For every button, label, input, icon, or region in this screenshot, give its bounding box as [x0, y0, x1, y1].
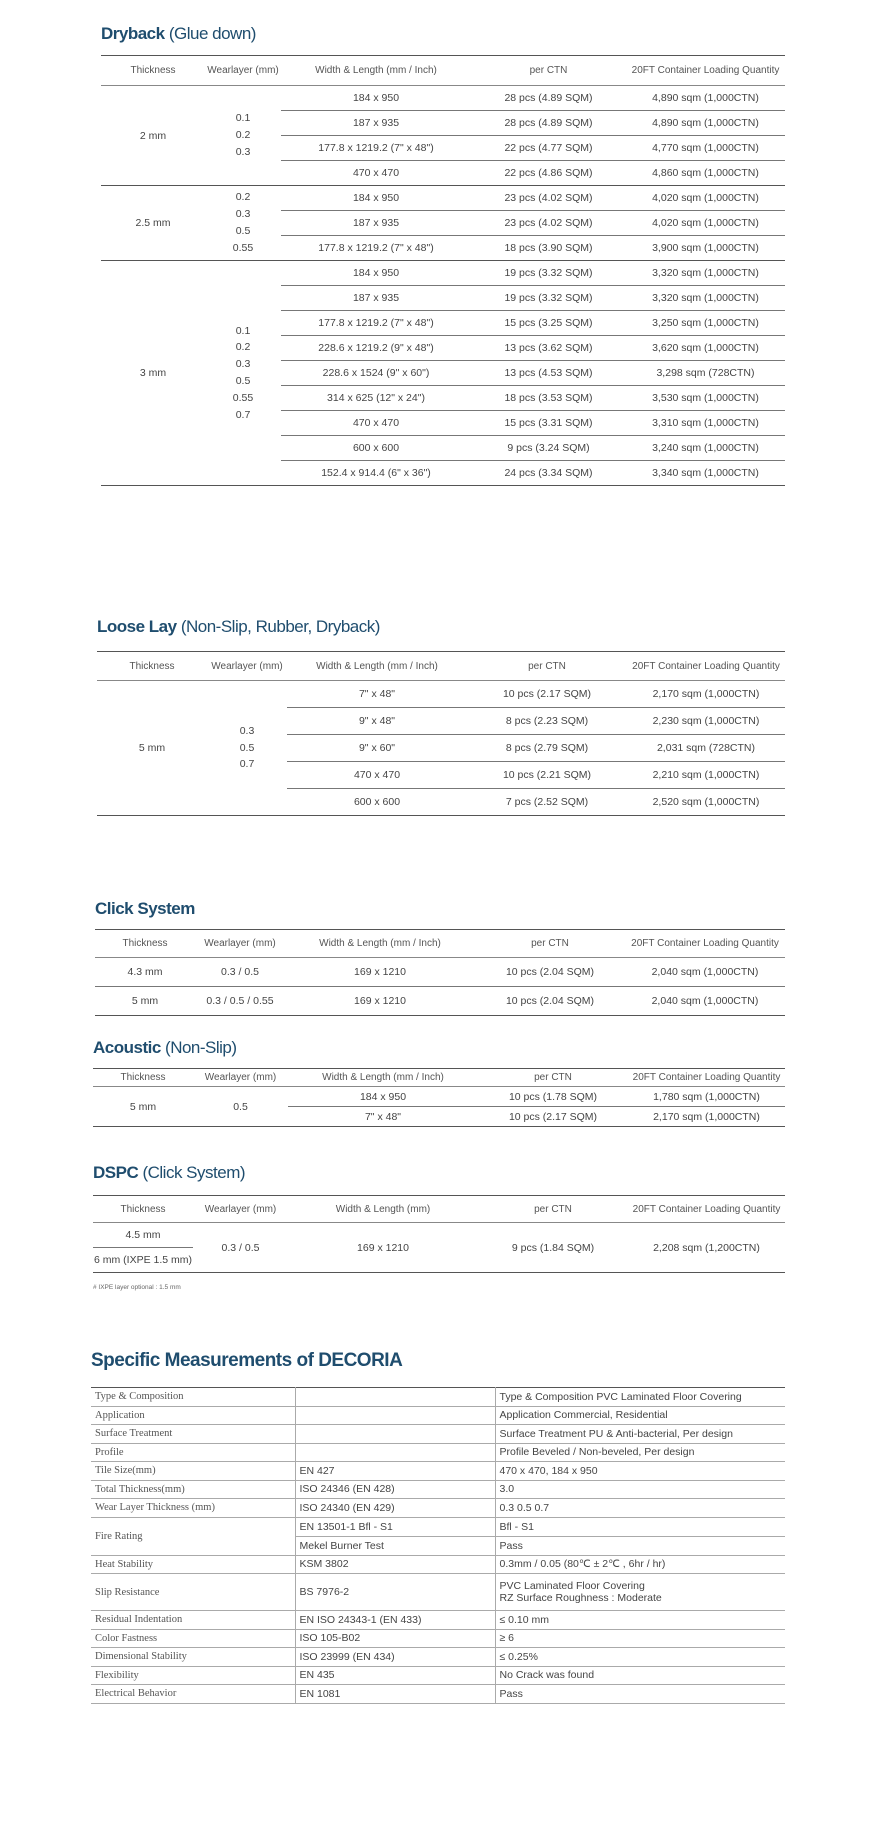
spec-standard: ISO 24340 (EN 429)	[295, 1499, 488, 1518]
size-cell: 187 x 935	[281, 111, 471, 136]
per-ctn-cell: 10 pcs (2.17 SQM)	[467, 681, 627, 708]
spec-label: Profile	[91, 1443, 286, 1462]
spec-value: Profile Beveled / Non-beveled, Per design	[495, 1443, 785, 1462]
container-qty-cell: 3,340 sqm (1,000CTN)	[626, 461, 785, 486]
thickness-cell: 4.5 mm	[93, 1223, 193, 1248]
per-ctn-cell: 18 pcs (3.53 SQM)	[471, 386, 626, 411]
col-thickness: Thickness	[93, 1196, 193, 1223]
spec-gap	[488, 1629, 495, 1648]
size-cell: 177.8 x 1219.2 (7" x 48")	[281, 311, 471, 336]
wearlayer-cell: 0.3 / 0.5	[195, 958, 285, 987]
wearlayer-cell	[205, 261, 281, 486]
spec-gap	[488, 1425, 495, 1444]
container-qty-cell: 3,620 sqm (1,000CTN)	[626, 336, 785, 361]
spec-gap	[286, 1443, 295, 1462]
wearlayer-value: 0.55	[232, 391, 254, 404]
click-header-row	[95, 930, 785, 958]
spec-gap	[488, 1685, 495, 1704]
container-qty-cell: 2,230 sqm (1,000CTN)	[627, 708, 785, 735]
dryback-header-row	[101, 56, 785, 86]
spec-standard: Mekel Burner Test	[295, 1536, 488, 1555]
container-qty-cell: 2,040 sqm (1,000CTN)	[625, 958, 785, 987]
size-cell: 177.8 x 1219.2 (7" x 48")	[281, 136, 471, 161]
table-row	[101, 261, 785, 286]
spec-value: Pass	[495, 1536, 785, 1555]
per-ctn-cell: 23 pcs (4.02 SQM)	[471, 186, 626, 211]
spec-standard: EN 13501-1 Bfl - S1	[295, 1517, 488, 1536]
spec-row	[91, 1406, 785, 1425]
per-ctn-cell: 8 pcs (2.23 SQM)	[467, 708, 627, 735]
size-cell: 9" x 60"	[287, 735, 467, 762]
spec-standard	[295, 1425, 488, 1444]
col-size: Width & Length (mm)	[288, 1196, 478, 1223]
spec-label: Wear Layer Thickness (mm)	[91, 1499, 286, 1518]
col-per-ctn: per CTN	[478, 1196, 628, 1223]
spec-label: Residual Indentation	[91, 1611, 286, 1630]
spec-gap	[488, 1480, 495, 1499]
wearlayer-value: 0.3	[235, 208, 251, 221]
spec-value: 470 x 470, 184 x 950	[495, 1462, 785, 1481]
ixpe-note: # IXPE layer optional : 1.5 mm	[93, 1284, 181, 1291]
per-ctn-cell: 19 pcs (3.32 SQM)	[471, 261, 626, 286]
col-size: Width & Length (mm / Inch)	[281, 56, 471, 86]
per-ctn-cell: 13 pcs (4.53 SQM)	[471, 361, 626, 386]
table-row	[97, 681, 785, 708]
spec-standard: ISO 24346 (EN 428)	[295, 1480, 488, 1499]
per-ctn-cell: 9 pcs (1.84 SQM)	[478, 1223, 628, 1273]
col-container-qty: 20FT Container Loading Quantity	[625, 930, 785, 958]
spec-standard: ISO 23999 (EN 434)	[295, 1648, 488, 1667]
container-qty-cell: 2,170 sqm (1,000CTN)	[628, 1107, 785, 1127]
wearlayer-value: 0.5	[235, 375, 251, 387]
spec-value: Type & Composition PVC Laminated Floor Covering	[495, 1388, 785, 1407]
spec-gap	[286, 1611, 295, 1630]
per-ctn-cell: 10 pcs (1.78 SQM)	[478, 1087, 628, 1107]
spec-gap	[488, 1666, 495, 1685]
size-cell: 184 x 950	[288, 1087, 478, 1107]
container-qty-cell: 2,031 sqm (728CTN)	[627, 735, 785, 762]
looselay-header-row	[97, 652, 785, 681]
spec-gap	[286, 1480, 295, 1499]
spec-gap	[488, 1517, 495, 1536]
spec-gap	[488, 1443, 495, 1462]
container-qty-cell: 4,890 sqm (1,000CTN)	[626, 111, 785, 136]
per-ctn-cell: 22 pcs (4.77 SQM)	[471, 136, 626, 161]
size-cell: 177.8 x 1219.2 (7" x 48")	[281, 236, 471, 261]
spec-standard: EN 435	[295, 1666, 488, 1685]
wearlayer-value: 0.55	[232, 241, 254, 254]
container-qty-cell: 2,170 sqm (1,000CTN)	[627, 681, 785, 708]
col-size: Width & Length (mm / Inch)	[288, 1069, 478, 1087]
spec-gap	[286, 1666, 295, 1685]
col-thickness: Thickness	[97, 652, 207, 681]
col-size: Width & Length (mm / Inch)	[285, 930, 475, 958]
container-qty-cell: 3,530 sqm (1,000CTN)	[626, 386, 785, 411]
spec-row	[91, 1388, 785, 1407]
size-cell: 470 x 470	[281, 161, 471, 186]
spec-standard: ISO 105-B02	[295, 1629, 488, 1648]
specs-title: Specific Measurements of DECORIA	[91, 1350, 403, 1371]
wearlayer-value: 0.5	[239, 741, 255, 754]
per-ctn-cell: 10 pcs (2.04 SQM)	[475, 958, 625, 987]
spec-value: Application Commercial, Residential	[495, 1406, 785, 1425]
spec-value: Surface Treatment PU & Anti-bacterial, Per design	[495, 1425, 785, 1444]
dryback-table	[101, 55, 785, 486]
spec-label: Heat Stability	[91, 1555, 286, 1574]
size-cell: 187 x 935	[281, 286, 471, 311]
spec-value	[495, 1574, 785, 1611]
col-container-qty: 20FT Container Loading Quantity	[627, 652, 785, 681]
spec-label: Fire Rating	[91, 1517, 286, 1555]
wearlayer-value: 0.3	[239, 724, 255, 737]
wearlayer-cell	[205, 186, 281, 261]
spec-standard	[295, 1388, 488, 1407]
container-qty-cell: 4,860 sqm (1,000CTN)	[626, 161, 785, 186]
spec-gap	[488, 1611, 495, 1630]
spec-standard	[295, 1406, 488, 1425]
specs-table	[91, 1387, 785, 1704]
size-cell: 169 x 1210	[285, 958, 475, 987]
spec-gap	[488, 1462, 495, 1481]
size-cell: 228.6 x 1524 (9" x 60")	[281, 361, 471, 386]
wearlayer-value: 0.1	[235, 324, 251, 337]
spec-row	[91, 1611, 785, 1630]
per-ctn-cell: 9 pcs (3.24 SQM)	[471, 436, 626, 461]
spec-value-line: PVC Laminated Floor Covering	[499, 1580, 645, 1592]
spec-label: Tile Size(mm)	[91, 1462, 286, 1481]
size-cell: 470 x 470	[281, 411, 471, 436]
spec-row	[91, 1685, 785, 1704]
col-thickness: Thickness	[93, 1069, 193, 1087]
col-container-qty: 20FT Container Loading Quantity	[626, 56, 785, 86]
size-cell: 184 x 950	[281, 261, 471, 286]
dspc-header-row	[93, 1196, 785, 1223]
container-qty-cell: 2,208 sqm (1,200CTN)	[628, 1223, 785, 1273]
container-qty-cell: 3,240 sqm (1,000CTN)	[626, 436, 785, 461]
spec-row	[91, 1462, 785, 1481]
per-ctn-cell: 10 pcs (2.04 SQM)	[475, 987, 625, 1016]
wearlayer-value: 0.1	[235, 112, 251, 125]
spec-row	[91, 1443, 785, 1462]
col-per-ctn: per CTN	[467, 652, 627, 681]
table-row	[93, 1223, 785, 1248]
col-wearlayer: Wearlayer (mm)	[193, 1069, 288, 1087]
spec-label: Type & Composition	[91, 1388, 286, 1407]
thickness-cell: 6 mm (IXPE 1.5 mm)	[93, 1248, 193, 1273]
container-qty-cell: 2,520 sqm (1,000CTN)	[627, 789, 785, 816]
container-qty-cell: 4,020 sqm (1,000CTN)	[626, 186, 785, 211]
wearlayer-value: 0.2	[235, 341, 251, 354]
size-cell: 169 x 1210	[288, 1223, 478, 1273]
spec-row	[91, 1666, 785, 1685]
container-qty-cell: 4,020 sqm (1,000CTN)	[626, 211, 785, 236]
spec-gap	[286, 1462, 295, 1481]
col-size: Width & Length (mm / Inch)	[287, 652, 467, 681]
container-qty-cell: 3,298 sqm (728CTN)	[626, 361, 785, 386]
size-cell: 7" x 48"	[288, 1107, 478, 1127]
wearlayer-cell: 0.3 / 0.5 / 0.55	[195, 987, 285, 1016]
thickness-cell: 5 mm	[97, 681, 207, 816]
spec-gap	[488, 1648, 495, 1667]
spec-row	[91, 1480, 785, 1499]
wearlayer-cell: 0.5	[193, 1087, 288, 1127]
spec-value: Bfl - S1	[495, 1517, 785, 1536]
table-row	[95, 958, 785, 987]
col-per-ctn: per CTN	[471, 56, 626, 86]
wearlayer-cell: 0.3 / 0.5	[193, 1223, 288, 1273]
thickness-cell: 4.3 mm	[95, 958, 195, 987]
container-qty-cell: 3,900 sqm (1,000CTN)	[626, 236, 785, 261]
spec-label: Application	[91, 1406, 286, 1425]
container-qty-cell: 3,310 sqm (1,000CTN)	[626, 411, 785, 436]
size-cell: 600 x 600	[281, 436, 471, 461]
table-row	[95, 987, 785, 1016]
size-cell: 470 x 470	[287, 762, 467, 789]
per-ctn-cell: 24 pcs (3.34 SQM)	[471, 461, 626, 486]
spec-label: Flexibility	[91, 1666, 286, 1685]
container-qty-cell: 3,320 sqm (1,000CTN)	[626, 261, 785, 286]
per-ctn-cell: 18 pcs (3.90 SQM)	[471, 236, 626, 261]
spec-gap	[286, 1517, 295, 1555]
spec-gap	[488, 1574, 495, 1611]
spec-value-line: RZ Surface Roughness : Moderate	[499, 1592, 662, 1604]
wearlayer-value: 0.5	[235, 225, 251, 237]
wearlayer-cell	[207, 681, 287, 816]
spec-gap	[286, 1648, 295, 1667]
spec-label: Slip Resistance	[91, 1574, 286, 1611]
size-cell: 600 x 600	[287, 789, 467, 816]
spec-standard	[295, 1443, 488, 1462]
table-row	[101, 86, 785, 111]
col-container-qty: 20FT Container Loading Quantity	[628, 1196, 785, 1223]
spec-value: Pass	[495, 1685, 785, 1704]
size-cell: 9" x 48"	[287, 708, 467, 735]
dspc-table	[93, 1195, 785, 1273]
spec-gap	[286, 1388, 295, 1407]
spec-row	[91, 1499, 785, 1518]
spec-gap	[488, 1406, 495, 1425]
wearlayer-value: 0.7	[235, 408, 251, 421]
wearlayer-value: 0.2	[235, 191, 251, 204]
spec-gap	[488, 1555, 495, 1574]
spec-value: ≥ 6	[495, 1629, 785, 1648]
spec-row	[91, 1629, 785, 1648]
container-qty-cell: 1,780 sqm (1,000CTN)	[628, 1087, 785, 1107]
spec-row	[91, 1648, 785, 1667]
per-ctn-cell: 8 pcs (2.79 SQM)	[467, 735, 627, 762]
click-title: Click System	[95, 899, 195, 918]
spec-row	[91, 1517, 785, 1536]
col-wearlayer: Wearlayer (mm)	[193, 1196, 288, 1223]
size-cell: 184 x 950	[281, 86, 471, 111]
spec-label: Color Fastness	[91, 1629, 286, 1648]
spec-standard: EN 1081	[295, 1685, 488, 1704]
spec-value: ≤ 0.10 mm	[495, 1611, 785, 1630]
per-ctn-cell: 15 pcs (3.31 SQM)	[471, 411, 626, 436]
col-thickness: Thickness	[95, 930, 195, 958]
spec-standard: KSM 3802	[295, 1555, 488, 1574]
acoustic-header-row	[93, 1069, 785, 1087]
col-wearlayer: Wearlayer (mm)	[205, 56, 281, 86]
spec-gap	[286, 1499, 295, 1518]
click-table	[95, 929, 785, 1016]
spec-standard: BS 7976-2	[295, 1574, 488, 1611]
per-ctn-cell: 19 pcs (3.32 SQM)	[471, 286, 626, 311]
container-qty-cell: 2,210 sqm (1,000CTN)	[627, 762, 785, 789]
per-ctn-cell: 10 pcs (2.21 SQM)	[467, 762, 627, 789]
spec-value: 0.3 0.5 0.7	[495, 1499, 785, 1518]
size-cell: 228.6 x 1219.2 (9" x 48")	[281, 336, 471, 361]
spec-row	[91, 1555, 785, 1574]
spec-label: Surface Treatment	[91, 1425, 286, 1444]
col-per-ctn: per CTN	[475, 930, 625, 958]
per-ctn-cell: 10 pcs (2.17 SQM)	[478, 1107, 628, 1127]
spec-value: No Crack was found	[495, 1666, 785, 1685]
spec-label: Total Thickness(mm)	[91, 1480, 286, 1499]
spec-gap	[286, 1555, 295, 1574]
per-ctn-cell: 15 pcs (3.25 SQM)	[471, 311, 626, 336]
spec-gap	[488, 1499, 495, 1518]
looselay-title: Loose Lay (Non-Slip, Rubber, Dryback)	[97, 617, 380, 636]
container-qty-cell: 3,250 sqm (1,000CTN)	[626, 311, 785, 336]
spec-gap	[286, 1629, 295, 1648]
container-qty-cell: 3,320 sqm (1,000CTN)	[626, 286, 785, 311]
spec-gap	[286, 1685, 295, 1704]
size-cell: 152.4 x 914.4 (6" x 36")	[281, 461, 471, 486]
looselay-table	[97, 651, 785, 816]
spec-value: 0.3mm / 0.05 (80℃ ± 2℃ , 6hr / hr)	[495, 1555, 785, 1574]
per-ctn-cell: 23 pcs (4.02 SQM)	[471, 211, 626, 236]
size-cell: 314 x 625 (12" x 24")	[281, 386, 471, 411]
spec-standard: EN 427	[295, 1462, 488, 1481]
size-cell: 184 x 950	[281, 186, 471, 211]
thickness-cell: 5 mm	[93, 1087, 193, 1127]
wearlayer-cell	[205, 86, 281, 186]
spec-label: Dimensional Stability	[91, 1648, 286, 1667]
table-row	[93, 1087, 785, 1107]
spec-gap	[488, 1536, 495, 1555]
thickness-cell: 2.5 mm	[101, 186, 205, 261]
spec-row	[91, 1574, 785, 1611]
thickness-cell: 5 mm	[95, 987, 195, 1016]
table-row	[101, 186, 785, 211]
wearlayer-value: 0.7	[239, 758, 255, 771]
dspc-title: DSPC (Click System)	[93, 1163, 246, 1182]
container-qty-cell: 2,040 sqm (1,000CTN)	[625, 987, 785, 1016]
col-container-qty: 20FT Container Loading Quantity	[628, 1069, 785, 1087]
per-ctn-cell: 13 pcs (3.62 SQM)	[471, 336, 626, 361]
col-thickness: Thickness	[101, 56, 205, 86]
size-cell: 187 x 935	[281, 211, 471, 236]
per-ctn-cell: 22 pcs (4.86 SQM)	[471, 161, 626, 186]
container-qty-cell: 4,890 sqm (1,000CTN)	[626, 86, 785, 111]
size-cell: 7" x 48"	[287, 681, 467, 708]
col-wearlayer: Wearlayer (mm)	[195, 930, 285, 958]
wearlayer-value: 0.3	[235, 145, 251, 158]
per-ctn-cell: 28 pcs (4.89 SQM)	[471, 111, 626, 136]
spec-gap	[286, 1425, 295, 1444]
spec-value: ≤ 0.25%	[495, 1648, 785, 1667]
dryback-title: Dryback (Glue down)	[101, 24, 256, 43]
wearlayer-value: 0.3	[235, 358, 251, 371]
thickness-cell: 2 mm	[101, 86, 205, 186]
spec-value: 3.0	[495, 1480, 785, 1499]
container-qty-cell: 4,770 sqm (1,000CTN)	[626, 136, 785, 161]
per-ctn-cell: 28 pcs (4.89 SQM)	[471, 86, 626, 111]
spec-row	[91, 1425, 785, 1444]
acoustic-title: Acoustic (Non-Slip)	[93, 1038, 237, 1057]
size-cell: 169 x 1210	[285, 987, 475, 1016]
acoustic-table	[93, 1068, 785, 1127]
per-ctn-cell: 7 pcs (2.52 SQM)	[467, 789, 627, 816]
spec-gap	[488, 1388, 495, 1407]
spec-standard: EN ISO 24343-1 (EN 433)	[295, 1611, 488, 1630]
spec-gap	[286, 1574, 295, 1611]
spec-gap	[286, 1406, 295, 1425]
wearlayer-value: 0.2	[235, 129, 251, 142]
spec-label: Electrical Behavior	[91, 1685, 286, 1704]
thickness-cell: 3 mm	[101, 261, 205, 486]
col-wearlayer: Wearlayer (mm)	[207, 652, 287, 681]
col-per-ctn: per CTN	[478, 1069, 628, 1087]
